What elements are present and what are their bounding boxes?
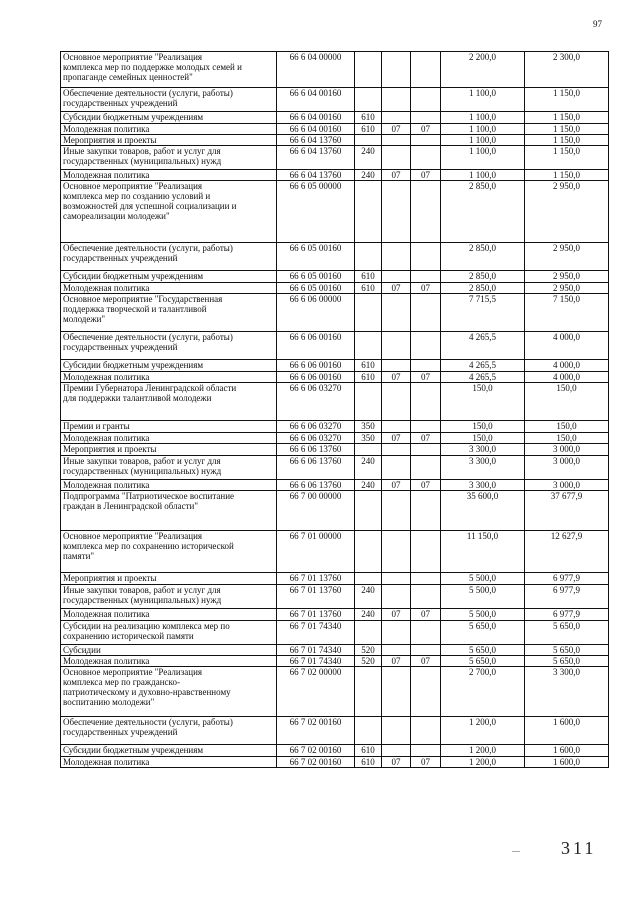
row-sum-2024: 150,0 <box>525 433 609 444</box>
table-row <box>61 124 609 135</box>
table-row <box>61 332 609 360</box>
row-code: 66 6 04 00160 <box>277 112 355 124</box>
row-sum-2023: 7 715,5 <box>441 294 525 332</box>
row-rz <box>382 456 411 480</box>
row-sum-2024: 2 300,0 <box>525 52 609 88</box>
row-sum-2024: 3 000,0 <box>525 456 609 480</box>
row-rz <box>382 491 411 531</box>
row-sum-2023: 2 850,0 <box>441 283 525 294</box>
row-vr <box>355 294 382 332</box>
row-rz <box>382 271 411 283</box>
row-pr: 07 <box>411 433 441 444</box>
row-sum-2023: 1 200,0 <box>441 757 525 768</box>
row-code: 66 6 04 00000 <box>277 52 355 88</box>
table-row <box>61 667 609 717</box>
row-vr: 520 <box>355 645 382 656</box>
row-sum-2024: 2 950,0 <box>525 243 609 271</box>
row-sum-2024: 1 600,0 <box>525 717 609 745</box>
row-name: Молодежная политика <box>61 656 277 667</box>
row-code: 66 6 04 13760 <box>277 170 355 181</box>
row-rz: 07 <box>382 757 411 768</box>
row-name: Субсидии бюджетным учреждениям <box>61 360 277 372</box>
row-rz: 07 <box>382 480 411 491</box>
row-rz: 07 <box>382 656 411 667</box>
row-rz <box>382 645 411 656</box>
row-name: Премии Губернатора Ленинградской области для поддержки талантливой молодежи <box>61 383 277 421</box>
row-sum-2023: 3 300,0 <box>441 456 525 480</box>
row-name: Молодежная политика <box>61 170 277 181</box>
row-rz <box>382 421 411 433</box>
row-vr: 240 <box>355 609 382 621</box>
table-row <box>61 146 609 170</box>
row-rz <box>382 745 411 757</box>
row-sum-2024: 4 000,0 <box>525 332 609 360</box>
row-vr <box>355 444 382 456</box>
table-row <box>61 573 609 585</box>
page-number: 97 <box>593 19 602 29</box>
row-name: Субсидии на реализацию комплекса мер по сохранению исторической памяти <box>61 621 277 645</box>
table-row <box>61 294 609 332</box>
folio-stamp: 311 <box>561 838 597 858</box>
row-sum-2024: 1 150,0 <box>525 112 609 124</box>
row-name: Молодежная политика <box>61 433 277 444</box>
row-rz <box>382 52 411 88</box>
row-sum-2023: 3 300,0 <box>441 480 525 491</box>
row-vr: 610 <box>355 360 382 372</box>
row-sum-2023: 1 100,0 <box>441 135 525 146</box>
row-sum-2024: 3 000,0 <box>525 480 609 491</box>
row-sum-2024: 5 650,0 <box>525 645 609 656</box>
row-name: Молодежная политика <box>61 480 277 491</box>
row-code: 66 6 06 13760 <box>277 456 355 480</box>
row-vr <box>355 717 382 745</box>
row-name: Молодежная политика <box>61 372 277 383</box>
table-row <box>61 135 609 146</box>
row-pr <box>411 52 441 88</box>
row-sum-2023: 150,0 <box>441 383 525 421</box>
row-rz <box>382 573 411 585</box>
row-code: 66 6 06 00160 <box>277 372 355 383</box>
row-sum-2023: 150,0 <box>441 421 525 433</box>
row-sum-2024: 3 300,0 <box>525 667 609 717</box>
row-name: Молодежная политика <box>61 757 277 768</box>
row-rz <box>382 667 411 717</box>
row-vr <box>355 491 382 531</box>
row-code: 66 6 05 00160 <box>277 271 355 283</box>
row-code: 66 7 00 00000 <box>277 491 355 531</box>
row-vr <box>355 52 382 88</box>
table-row <box>61 181 609 243</box>
row-pr <box>411 585 441 609</box>
row-vr <box>355 383 382 421</box>
row-pr: 07 <box>411 480 441 491</box>
row-vr: 610 <box>355 112 382 124</box>
table-row <box>61 170 609 181</box>
row-pr <box>411 621 441 645</box>
row-name: Субсидии <box>61 645 277 656</box>
row-name: Мероприятия и проекты <box>61 444 277 456</box>
table-row <box>61 491 609 531</box>
row-pr: 07 <box>411 656 441 667</box>
row-code: 66 7 02 00160 <box>277 745 355 757</box>
row-sum-2023: 1 100,0 <box>441 88 525 112</box>
row-sum-2023: 1 100,0 <box>441 124 525 135</box>
row-sum-2024: 3 000,0 <box>525 444 609 456</box>
table-row <box>61 421 609 433</box>
row-sum-2023: 1 100,0 <box>441 146 525 170</box>
row-pr: 07 <box>411 124 441 135</box>
row-pr: 07 <box>411 283 441 294</box>
row-sum-2023: 4 265,5 <box>441 360 525 372</box>
row-sum-2023: 2 850,0 <box>441 271 525 283</box>
row-pr <box>411 146 441 170</box>
row-vr: 350 <box>355 433 382 444</box>
row-code: 66 7 01 74340 <box>277 656 355 667</box>
row-rz <box>382 112 411 124</box>
table-row <box>61 383 609 421</box>
row-name: Обеспечение деятельности (услуги, работы) государственных учреждений <box>61 717 277 745</box>
row-name: Субсидии бюджетным учреждениям <box>61 112 277 124</box>
row-rz: 07 <box>382 433 411 444</box>
row-pr: 07 <box>411 757 441 768</box>
row-sum-2024: 6 977,9 <box>525 573 609 585</box>
row-code: 66 6 06 00000 <box>277 294 355 332</box>
row-sum-2024: 1 600,0 <box>525 745 609 757</box>
table-row <box>61 757 609 768</box>
row-sum-2023: 5 500,0 <box>441 585 525 609</box>
row-vr <box>355 332 382 360</box>
row-sum-2024: 1 150,0 <box>525 88 609 112</box>
table-row <box>61 433 609 444</box>
row-code: 66 7 01 74340 <box>277 621 355 645</box>
row-vr: 610 <box>355 271 382 283</box>
row-rz <box>382 135 411 146</box>
row-sum-2024: 12 627,9 <box>525 531 609 573</box>
row-name: Обеспечение деятельности (услуги, работы) государственных учреждений <box>61 243 277 271</box>
row-sum-2024: 1 150,0 <box>525 170 609 181</box>
row-code: 66 6 06 03270 <box>277 383 355 421</box>
row-pr <box>411 360 441 372</box>
table-row <box>61 585 609 609</box>
row-pr <box>411 88 441 112</box>
row-sum-2023: 5 500,0 <box>441 573 525 585</box>
row-pr <box>411 573 441 585</box>
row-pr: 07 <box>411 170 441 181</box>
row-vr: 240 <box>355 585 382 609</box>
row-rz <box>382 294 411 332</box>
row-vr: 610 <box>355 745 382 757</box>
row-sum-2023: 1 100,0 <box>441 170 525 181</box>
table-row <box>61 271 609 283</box>
row-sum-2023: 1 100,0 <box>441 112 525 124</box>
row-name: Основное мероприятие "Реализация комплекса мер по гражданско- патриотическому и духовно-нравственному воспитанию молодежи" <box>61 667 277 717</box>
row-name: Мероприятия и проекты <box>61 135 277 146</box>
row-rz <box>382 243 411 271</box>
row-rz: 07 <box>382 283 411 294</box>
row-pr <box>411 667 441 717</box>
row-sum-2023: 2 850,0 <box>441 181 525 243</box>
row-vr: 520 <box>355 656 382 667</box>
row-name: Обеспечение деятельности (услуги, работы) государственных учреждений <box>61 88 277 112</box>
row-code: 66 6 04 13760 <box>277 146 355 170</box>
row-vr <box>355 621 382 645</box>
row-sum-2023: 11 150,0 <box>441 531 525 573</box>
row-code: 66 6 05 00160 <box>277 283 355 294</box>
row-rz <box>382 717 411 745</box>
budget-table <box>60 51 609 768</box>
row-pr <box>411 332 441 360</box>
table-row <box>61 645 609 656</box>
table-row <box>61 444 609 456</box>
row-name: Обеспечение деятельности (услуги, работы) государственных учреждений <box>61 332 277 360</box>
row-vr <box>355 531 382 573</box>
row-name: Иные закупки товаров, работ и услуг для государственных (муниципальных) нужд <box>61 146 277 170</box>
table-row <box>61 88 609 112</box>
row-name: Иные закупки товаров, работ и услуг для государственных (муниципальных) нужд <box>61 585 277 609</box>
row-sum-2023: 2 700,0 <box>441 667 525 717</box>
row-rz <box>382 444 411 456</box>
row-pr: 07 <box>411 609 441 621</box>
row-code: 66 6 06 13760 <box>277 444 355 456</box>
row-sum-2024: 1 150,0 <box>525 135 609 146</box>
table-row <box>61 372 609 383</box>
row-name: Молодежная политика <box>61 609 277 621</box>
row-rz: 07 <box>382 372 411 383</box>
row-code: 66 7 02 00160 <box>277 717 355 745</box>
row-pr <box>411 531 441 573</box>
row-sum-2023: 5 650,0 <box>441 645 525 656</box>
row-rz <box>382 531 411 573</box>
row-code: 66 7 01 13760 <box>277 609 355 621</box>
table-row <box>61 360 609 372</box>
row-sum-2024: 5 650,0 <box>525 656 609 667</box>
row-code: 66 6 05 00160 <box>277 243 355 271</box>
row-code: 66 7 01 13760 <box>277 573 355 585</box>
row-name: Премии и гранты <box>61 421 277 433</box>
row-sum-2023: 5 650,0 <box>441 621 525 645</box>
row-sum-2024: 4 000,0 <box>525 372 609 383</box>
row-pr <box>411 491 441 531</box>
row-vr: 240 <box>355 456 382 480</box>
row-sum-2024: 1 150,0 <box>525 124 609 135</box>
row-rz: 07 <box>382 170 411 181</box>
row-name: Основное мероприятие "Реализация комплекса мер по сохранению исторической памяти" <box>61 531 277 573</box>
row-pr <box>411 112 441 124</box>
row-code: 66 6 06 00160 <box>277 360 355 372</box>
row-sum-2024: 6 977,9 <box>525 585 609 609</box>
row-rz <box>382 88 411 112</box>
row-sum-2024: 5 650,0 <box>525 621 609 645</box>
row-pr <box>411 444 441 456</box>
row-vr: 350 <box>355 421 382 433</box>
row-code: 66 6 04 00160 <box>277 124 355 135</box>
row-code: 66 6 05 00000 <box>277 181 355 243</box>
row-rz <box>382 383 411 421</box>
row-pr <box>411 271 441 283</box>
row-sum-2023: 3 300,0 <box>441 444 525 456</box>
row-name: Основное мероприятие "Реализация комплекса мер по созданию условий и возможностей для успешной социализации и самореализации молодежи" <box>61 181 277 243</box>
row-code: 66 7 02 00000 <box>277 667 355 717</box>
table-row <box>61 243 609 271</box>
row-pr <box>411 243 441 271</box>
row-pr <box>411 421 441 433</box>
row-code: 66 6 04 00160 <box>277 88 355 112</box>
row-vr <box>355 135 382 146</box>
row-pr <box>411 745 441 757</box>
table-row <box>61 531 609 573</box>
table-row <box>61 283 609 294</box>
row-vr <box>355 667 382 717</box>
row-vr <box>355 181 382 243</box>
row-code: 66 7 01 00000 <box>277 531 355 573</box>
row-sum-2024: 4 000,0 <box>525 360 609 372</box>
row-pr <box>411 645 441 656</box>
row-vr: 240 <box>355 480 382 491</box>
row-sum-2024: 150,0 <box>525 421 609 433</box>
row-vr: 610 <box>355 372 382 383</box>
row-pr <box>411 717 441 745</box>
table-row <box>61 656 609 667</box>
row-rz <box>382 181 411 243</box>
row-name: Молодежная политика <box>61 124 277 135</box>
table-row <box>61 717 609 745</box>
table-body <box>61 52 609 768</box>
row-rz <box>382 621 411 645</box>
row-vr: 610 <box>355 283 382 294</box>
row-name: Субсидии бюджетным учреждениям <box>61 745 277 757</box>
row-code: 66 6 06 00160 <box>277 332 355 360</box>
row-sum-2023: 150,0 <box>441 433 525 444</box>
row-pr <box>411 383 441 421</box>
row-sum-2023: 2 850,0 <box>441 243 525 271</box>
row-name: Подпрограмма "Патриотическое воспитание граждан в Ленинградской области" <box>61 491 277 531</box>
row-sum-2024: 37 677,9 <box>525 491 609 531</box>
row-code: 66 6 06 13760 <box>277 480 355 491</box>
row-code: 66 7 01 74340 <box>277 645 355 656</box>
row-name: Основное мероприятие "Государственная поддержка творческой и талантливой молодежи" <box>61 294 277 332</box>
row-sum-2023: 5 500,0 <box>441 609 525 621</box>
row-name: Субсидии бюджетным учреждениям <box>61 271 277 283</box>
row-rz: 07 <box>382 124 411 135</box>
row-sum-2023: 4 265,5 <box>441 332 525 360</box>
table-row <box>61 480 609 491</box>
row-code: 66 6 04 13760 <box>277 135 355 146</box>
row-pr: 07 <box>411 372 441 383</box>
row-vr <box>355 573 382 585</box>
row-rz <box>382 360 411 372</box>
row-sum-2024: 6 977,9 <box>525 609 609 621</box>
row-sum-2023: 5 650,0 <box>441 656 525 667</box>
row-sum-2023: 2 200,0 <box>441 52 525 88</box>
table-row <box>61 745 609 757</box>
row-sum-2023: 1 200,0 <box>441 745 525 757</box>
footer-dash: — <box>512 846 520 855</box>
row-pr <box>411 294 441 332</box>
row-sum-2024: 1 600,0 <box>525 757 609 768</box>
row-name: Мероприятия и проекты <box>61 573 277 585</box>
row-sum-2024: 2 950,0 <box>525 283 609 294</box>
row-rz <box>382 332 411 360</box>
row-name: Молодежная политика <box>61 283 277 294</box>
row-sum-2023: 35 600,0 <box>441 491 525 531</box>
row-vr: 610 <box>355 124 382 135</box>
row-sum-2024: 150,0 <box>525 383 609 421</box>
table-row <box>61 621 609 645</box>
row-name: Основное мероприятие "Реализация комплекса мер по поддержке молодых семей и пропаганде семейных ценностей" <box>61 52 277 88</box>
row-sum-2023: 1 200,0 <box>441 717 525 745</box>
row-sum-2024: 7 150,0 <box>525 294 609 332</box>
row-pr <box>411 135 441 146</box>
table-row <box>61 52 609 88</box>
row-code: 66 6 06 03270 <box>277 421 355 433</box>
row-pr <box>411 456 441 480</box>
row-sum-2024: 2 950,0 <box>525 271 609 283</box>
row-vr <box>355 243 382 271</box>
table-row <box>61 456 609 480</box>
row-sum-2023: 4 265,5 <box>441 372 525 383</box>
row-vr: 240 <box>355 146 382 170</box>
row-rz: 07 <box>382 609 411 621</box>
row-vr <box>355 88 382 112</box>
row-sum-2024: 1 150,0 <box>525 146 609 170</box>
row-code: 66 6 06 03270 <box>277 433 355 444</box>
row-code: 66 7 02 00160 <box>277 757 355 768</box>
table-row <box>61 112 609 124</box>
row-rz <box>382 146 411 170</box>
row-vr: 610 <box>355 757 382 768</box>
row-name: Иные закупки товаров, работ и услуг для государственных (муниципальных) нужд <box>61 456 277 480</box>
row-pr <box>411 181 441 243</box>
row-vr: 240 <box>355 170 382 181</box>
row-rz <box>382 585 411 609</box>
row-code: 66 7 01 13760 <box>277 585 355 609</box>
table-row <box>61 609 609 621</box>
row-sum-2024: 2 950,0 <box>525 181 609 243</box>
